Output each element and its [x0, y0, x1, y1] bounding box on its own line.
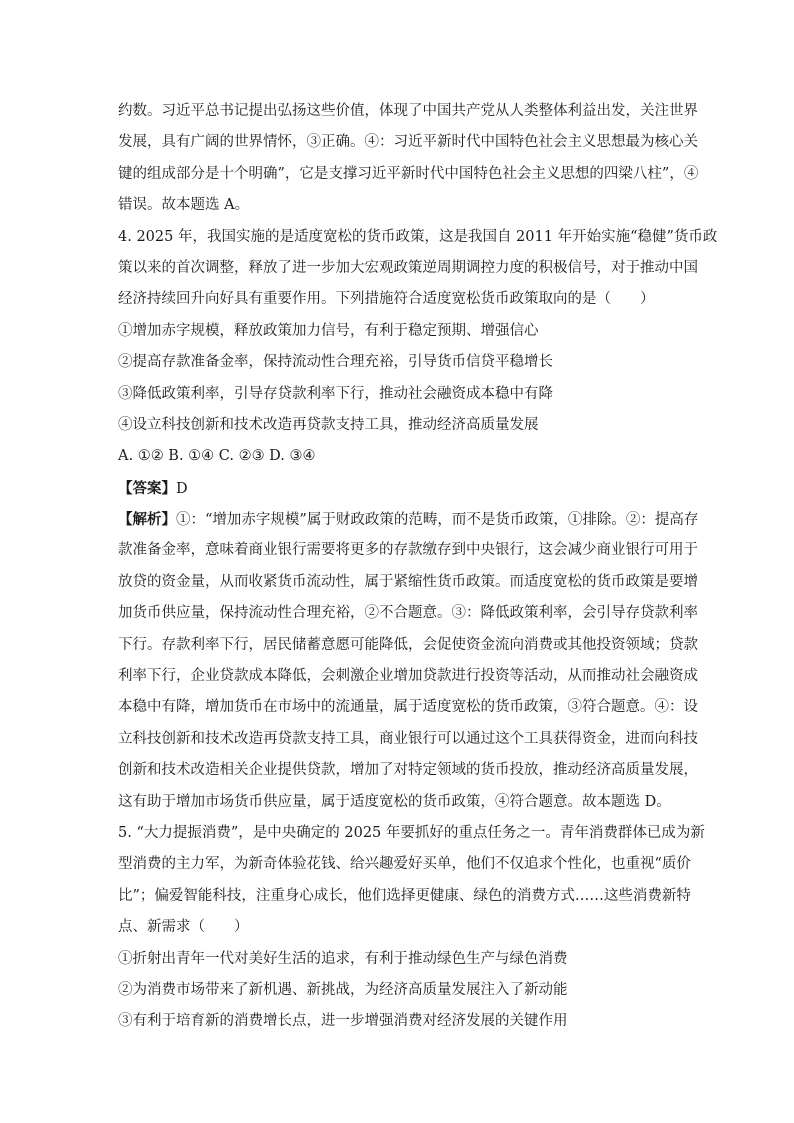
- question-5: [118, 818, 705, 1038]
- analysis-line: 利率下行，企业贷款成本降低，会刺激企业增加贷款进行投资等活动，从而推动社会融资成: [118, 668, 698, 685]
- question-stem-line: 型消费的主力军，为新奇体验花钱、给兴趣爱好买单，他们不仅追求个性化，也重视“质价: [118, 856, 691, 873]
- option-2: ②提高存款准备金率，保持流动性合理充裕，引导货币信贷平稳增长: [118, 354, 553, 371]
- analysis-line: 款准备金率，意味着商业银行需要将更多的存款缴存到中央银行，这会减少商业银行可用于: [118, 542, 698, 559]
- text-line: 错误。故本题选 A。: [118, 197, 250, 214]
- option-4: ④设立科技创新和技术改造再贷款支持工具，推动经济高质量发展: [118, 416, 539, 433]
- analysis-line: 加货币供应量，保持流动性合理充裕，②不合题意。③：降低政策利率，会引导存贷款利率: [118, 605, 698, 622]
- option-1: ①折射出青年一代对美好生活的追求，有利于推动绿色生产与绿色消费: [118, 950, 568, 967]
- analysis-line: 下行。存款利率下行，居民储蓄意愿可能降低，会促使资金流向消费或其他投资领域；贷款: [118, 636, 698, 653]
- question-stem-line: 比”；偏爱智能科技，注重身心成长，他们选择更健康、绿色的消费方式……这些消费新特: [118, 887, 691, 904]
- question-stem-line: 4. 2025 年，我国实施的是适度宽松的货币政策，这是我国自 2011 年开始实施“稳健”货币政: [118, 228, 718, 245]
- analysis-first-text: ①：“增加赤字规模”属于财政政策的范畴，而不是货币政策，①排除。②：提高存: [176, 512, 699, 529]
- analysis-tag: 【解析】: [118, 511, 176, 529]
- answer-choices: A. ①② B. ①④ C. ②③ D. ③④: [118, 448, 316, 465]
- previous-analysis-continuation: [118, 96, 699, 222]
- analysis-line: 这有助于增加市场货币供应量，属于适度宽松的货币政策，④符合题意。故本题选 D。: [118, 793, 671, 810]
- analysis-line: 放贷的资金量，从而收紧货币流动性，属于紧缩性货币政策。而适度宽松的货币政策是要增: [118, 573, 698, 590]
- question-stem-line: 策以来的首次调整，释放了进一步加大宏观政策逆周期调控力度的积极信号，对于推动中国: [118, 259, 698, 276]
- answer-line: [118, 473, 684, 504]
- analysis-line: [118, 504, 699, 535]
- answer-tag: 【答案】: [118, 479, 176, 497]
- analysis-line: 创新和技术改造相关企业提供贷款，增加了对特定领域的货币投放，推动经济高质量发展，: [118, 762, 698, 779]
- analysis-line: 立科技创新和技术改造再贷款支持工具，商业银行可以通过这个工具获得资金，进而向科技: [118, 730, 698, 747]
- question-4: [118, 222, 718, 818]
- option-1: ①增加赤字规模，释放政策加力信号，有利于稳定预期、增强信心: [118, 322, 539, 339]
- text-line: 发展，具有广阔的世界情怀，③正确。④：习近平新时代中国特色社会主义思想最为核心关: [118, 134, 698, 151]
- option-3: ③有利于培育新的消费增长点，进一步增强消费对经济发展的关键作用: [118, 1013, 568, 1030]
- document-page: [118, 96, 718, 1038]
- answer-value: D: [176, 480, 188, 497]
- option-2: ②为消费市场带来了新机遇、新挑战，为经济高质量发展注入了新动能: [118, 981, 568, 998]
- text-line: 约数。习近平总书记提出弘扬这些价值，体现了中国共产党从人类整体利益出发，关注世界: [118, 103, 698, 119]
- question-stem-line: 点、新需求（ ）: [118, 919, 249, 936]
- question-stem-line: 经济持续回升向好具有重要作用。下列措施符合适度宽松货币政策取向的是（ ）: [118, 291, 655, 308]
- text-line: 键的组成部分是十个明确”，它是支撑习近平新时代中国特色社会主义思想的四梁八柱”，④: [118, 165, 699, 182]
- option-3: ③降低政策利率，引导存贷款利率下行，推动社会融资成本稳中有降: [118, 385, 553, 402]
- analysis-line: 本稳中有降，增加货币在市场中的流通量，属于适度宽松的货币政策，③符合题意。④：设: [118, 699, 698, 716]
- question-stem-line: 5. “大力提振消费”，是中央确定的 2025 年要抓好的重点任务之一。青年消费群体已成为新: [118, 824, 705, 841]
